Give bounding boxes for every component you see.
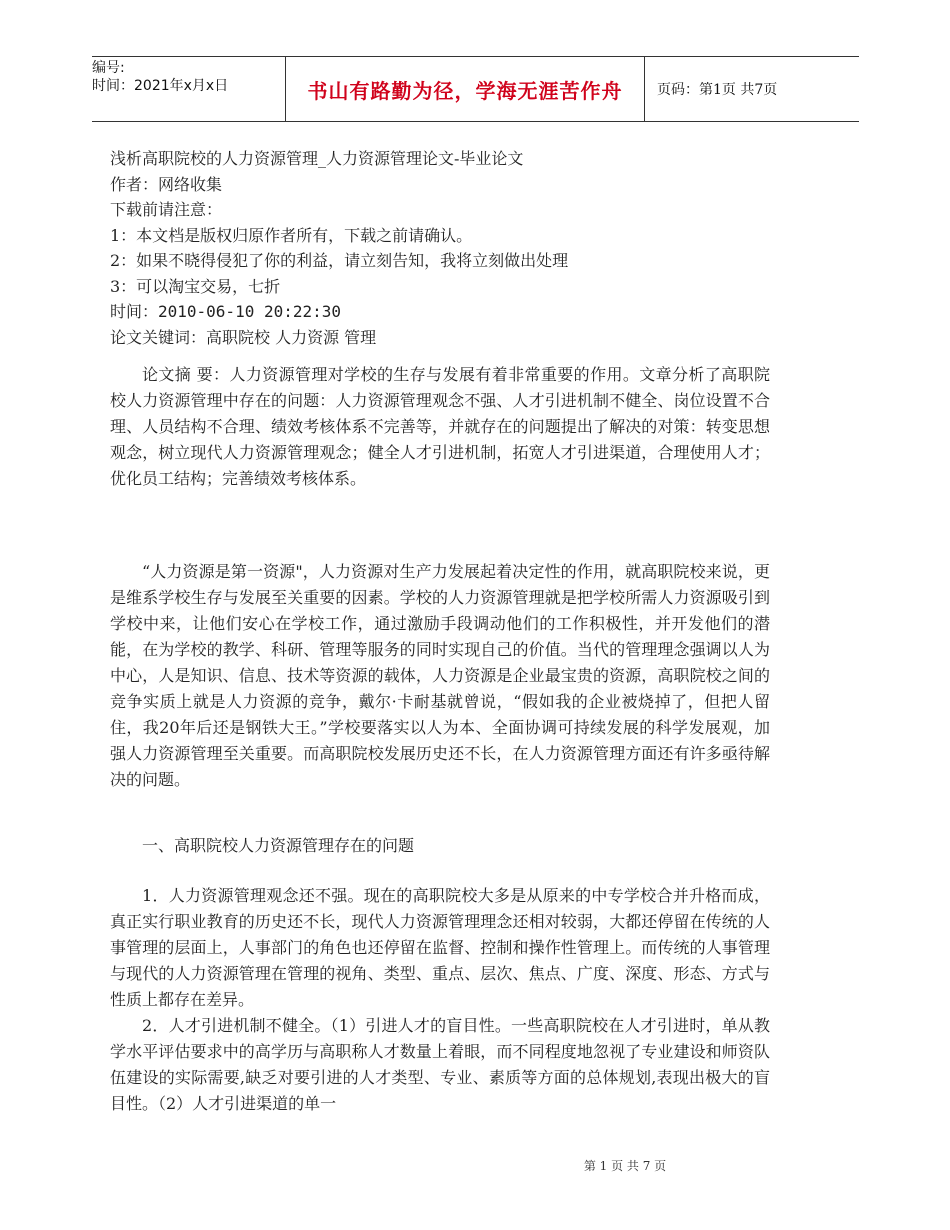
notice-item-1: 1：本文档是版权归原作者所有，下载之前请确认。 bbox=[110, 225, 473, 245]
abstract-block bbox=[110, 362, 770, 492]
intro-block bbox=[110, 559, 770, 793]
slogan: 书山有路勤为径，学海无涯苦作舟 bbox=[307, 78, 623, 103]
keywords-line: 论文关键词：高职院校 人力资源 管理 bbox=[110, 327, 377, 347]
page-label: 页码：第1页 共7页 bbox=[657, 82, 778, 98]
section-heading-block bbox=[110, 833, 770, 859]
intro-paragraph: “人力资源是第一资源"，人力资源对生产力发展起着决定性的作用，就高职院校来说，更是维系学校生存与发展至关重要的因素。学校的人力资源管理就是把学校所需人力资源吸引到学校中来，让他们安心在学校工作，通过激励手段调动他们的工作积极性，并开发他们的潜能，在为学校的教学、科研、管理等服务的同时实现自己的价值。当代的管理理念强调以人为中心，人是知识、信息、技术等资源的载体，人力资源是企业最宝贵的资源，高职院校之间的竞争实质上就是人力资源的竞争，戴尔·卡耐基就曾说，“假如我的企业被烧掉了，但把人留住，我20年后还是钢铁大王。”学校要落实以人为本、全面协调可持续发展的科学发展观，加强人力资源管理至关重要。而高职院校发展历史还不长，在人力资源管理方面还有许多亟待解决的问题。 bbox=[110, 562, 770, 789]
points-block bbox=[110, 883, 770, 1117]
header-slogan-cell bbox=[285, 57, 645, 121]
notice-heading: 下载前请注意： bbox=[110, 200, 223, 219]
code-label: 编号: bbox=[92, 60, 125, 76]
notice-item-3: 3：可以淘宝交易，七折 bbox=[110, 276, 281, 296]
document-title: 浅析高职院校的人力资源管理_人力资源管理论文-毕业论文 bbox=[110, 149, 524, 168]
document-meta bbox=[110, 146, 770, 350]
abstract-paragraph: 论文摘 要：人力资源管理对学校的生存与发展有着非常重要的作用。文章分析了高职院校人力资源管理中存在的问题：人力资源管理观念不强、人才引进机制不健全、岗位设置不合理、人员结构不合理、绩效考核体系不完善等，并就存在的问题提出了解决的对策：转变思想观念，树立现代人力资源管理观念；健全人才引进机制，拓宽人才引进渠道，合理使用人才；优化员工结构；完善绩效考核体系。 bbox=[110, 365, 770, 488]
section-heading: 一、高职院校人力资源管理存在的问题 bbox=[142, 836, 415, 855]
time-line: 时间：2010-06-10 20:22:30 bbox=[110, 302, 342, 321]
point-1-paragraph: 1．人力资源管理观念还不强。现在的高职院校大多是从原来的中专学校合并升格而成，真正实行职业教育的历史还不长，现代人力资源管理理念还相对较弱，大都还停留在传统的人事管理的层面上，人事部门的角色也还停留在监督、控制和操作性管理上。而传统的人事管理与现代的人力资源管理在管理的视角、类型、重点、层次、焦点、广度、深度、形态、方式与性质上都存在差异。 bbox=[110, 886, 770, 1009]
point-2-paragraph: 2．人才引进机制不健全。（1）引进人才的盲目性。一些高职院校在人才引进时，单从教学水平评估要求中的高学历与高职称人才数量上着眼，而不同程度地忽视了专业建设和师资队伍建设的实际需要,缺乏对要引进的人才类型、专业、素质等方面的总体规划,表现出极大的盲目性。（2）人才引进渠道的单一 bbox=[110, 1016, 770, 1113]
header-page-cell bbox=[645, 57, 859, 121]
notice-item-2: 2：如果不晓得侵犯了你的利益，请立刻告知，我将立刻做出处理 bbox=[110, 251, 569, 270]
page-footer: 第 1 页 共 7 页 bbox=[583, 1159, 667, 1173]
header-left-cell bbox=[92, 57, 285, 121]
time-label: 时间：2021年x月x日 bbox=[92, 78, 229, 94]
page-header bbox=[92, 56, 859, 122]
author-line: 作者：网络收集 bbox=[110, 174, 223, 194]
